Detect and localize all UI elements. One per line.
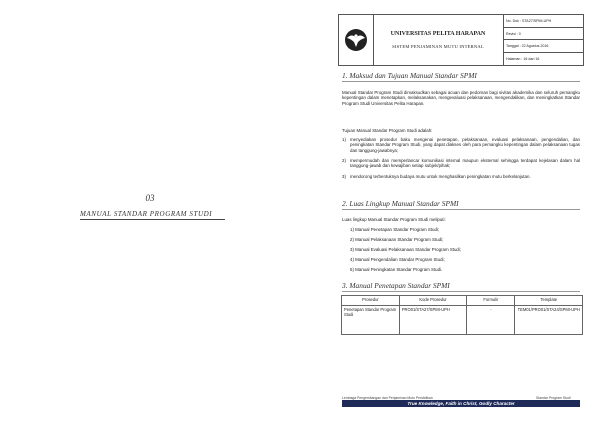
purpose-item (342, 174, 580, 179)
university-logo (339, 15, 374, 65)
item-text: menyediakan prosedur baku mengenai penetapan, pelaksanaan, evaluasi pelaksanaan, pengendalian, dan peningkatan Standar Program Studi, yang dapat diakses oleh para pemangku kepentingan dalam pelaksanaan tugas dan tanggung-jawabnya; (350, 137, 580, 153)
procedure-table (341, 295, 583, 335)
scope-item: 4) Manual Pengendalian Standar Program Studi; (350, 257, 445, 262)
item-text: mendorong terbentuknya budaya mutu untuk menghasilkan peningkatan mutu berkelanjutan. (350, 174, 531, 179)
eagle-emblem-icon (343, 27, 369, 53)
column-header: Kode Prosedur (399, 296, 466, 306)
item-number: 2) (342, 158, 346, 163)
column-header: Template (515, 296, 583, 306)
table-row (342, 306, 583, 335)
header-title-block (373, 15, 504, 65)
column-header: Formulir (467, 296, 515, 306)
chapter-title: MANUAL STANDAR PROGRAM STUDI (80, 210, 213, 218)
university-name: UNIVERSITAS PELITA HARAPAN (390, 31, 486, 37)
doc-number: No. Dok : STA27/SPMI-UPH (503, 15, 583, 28)
table-cell: Penetapan Standar Program Studi (342, 306, 400, 335)
document-header (338, 14, 584, 66)
item-number: 3) (342, 174, 346, 179)
scope-item: 2) Manual Pelaksanaan Standar Program Studi; (350, 237, 444, 242)
document-meta (503, 15, 583, 65)
section-2-title: 2. Luas Lingkup Manual Standar SPMI (342, 199, 459, 208)
purpose-lead: Tujuan Manual Standar Program Studi adalah: (342, 128, 433, 133)
chapter-title-rule (80, 219, 225, 220)
section-3-title: 3. Manual Penetapan Standar SPMI (342, 281, 450, 290)
motto-bar: True Knowledge, Faith in Christ, Godly Character (342, 400, 580, 407)
system-name: SISTEM PENJAMINAN MUTU INTERNAL (392, 44, 484, 49)
date: Tanggal : 22 Agustus 2016 (503, 40, 583, 53)
table-cell: PRO01/STA27/SPMI-UPH (399, 306, 466, 335)
column-header: Prosedur (342, 296, 400, 306)
table-cell: TEM01/PRO01/STA24/SPMI-UPH (515, 306, 583, 335)
chapter-number: 03 (145, 193, 155, 203)
section-1-intro: Manual Standar Program Studi dimaksudkan sebagai acuan dan pedoman bagi sivitas akademika dan seluruh pemangku kepentingan dalam menetapkan, melaksanakan, mengevaluasi pelaksanaan, mengendalikan, dan meningkatkan Standar Program Studi Universitas Pelita Harapan. (342, 90, 580, 106)
section-3-rule (342, 291, 580, 292)
footer-institution: Lembaga Pengembangan dan Penjaminan Mutu Pendidikan (342, 396, 433, 400)
scope-item: 1) Manual Penetapan Standar Program Studi; (350, 227, 440, 232)
scope-lead: Luas lingkup Manual Standar Program Studi meliputi: (342, 217, 446, 222)
section-1-rule (342, 81, 580, 82)
table-cell: - (467, 306, 515, 335)
footer-document-name: Standar Program Studi (536, 396, 571, 400)
item-number: 1) (342, 137, 346, 142)
scope-item: 3) Manual Evaluasi Pelaksanaan Standar Program Studi; (350, 247, 462, 252)
scope-item: 5) Manual Peningkatan Standar Program Studi. (350, 267, 443, 272)
section-1-title: 1. Maksud dan Tujuan Manual Standar SPMI (342, 71, 477, 80)
purpose-item (342, 137, 580, 153)
purpose-item (342, 158, 580, 169)
page-count: Halaman : 16 dari 16 (506, 56, 540, 61)
section-2-rule (342, 209, 580, 210)
revision: Revisi : 0 (503, 28, 583, 41)
table-header-row (342, 296, 583, 306)
item-text: mempermudah dan memperlancar komunikasi internal maupun eksternal sehingga terdapat kejelasan dalam hal tanggung-jawab dan kewajiban setiap subjek/pihak; (350, 158, 580, 169)
